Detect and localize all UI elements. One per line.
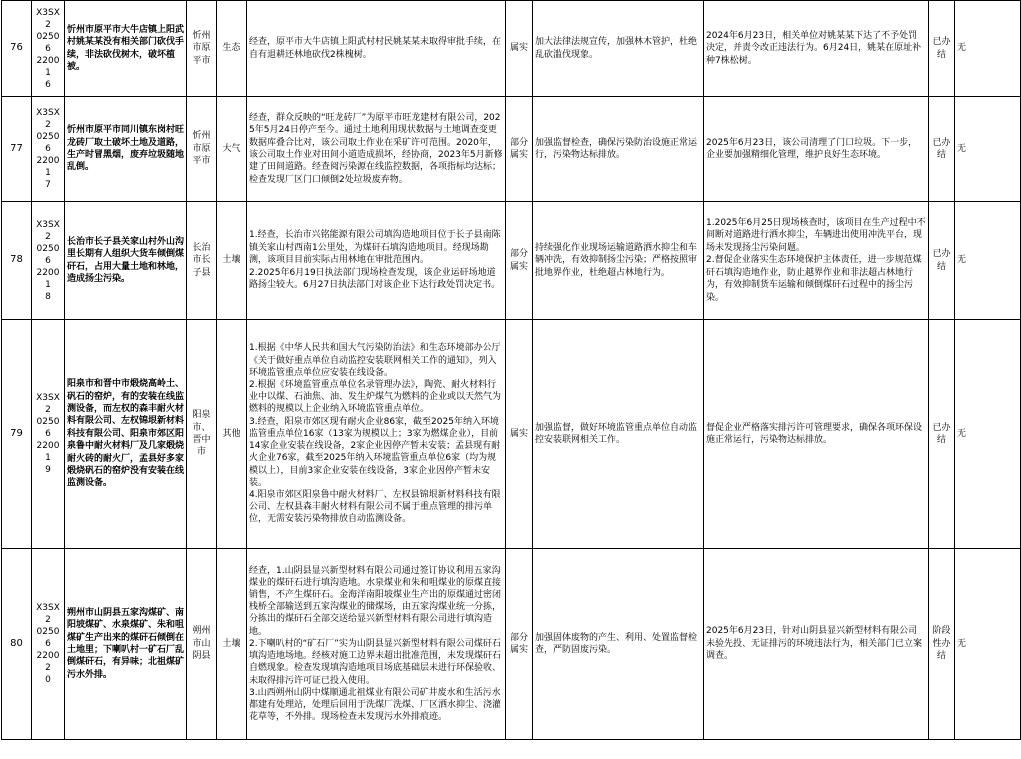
accountability-note: 无 [955, 549, 1021, 740]
pollution-type: 土壤 [217, 202, 247, 320]
complaint-issue: 朔州市山阴县五家沟煤矿、南阳坡煤矿、水泉煤矿、朱和咀煤矿生产出来的煤矸石倾倒在土地里；下喇叭村一矿石厂乱倒煤矸石，有异味；北祖煤矿污水外排。 [65, 549, 187, 740]
admin-area: 忻州市原平市 [187, 97, 217, 202]
investigation-finding: 经查，群众反映的“旺龙砖厂”为原平市旺龙建材有限公司，2025年5月24日停产至今。通过土地利用现状数据与土地调查变更数据库叠合比对，该公司取土作业在采矿许可范围。2020年，该公司取土作业对田间小道造成损坏，经协商，2023年5月新修建了田间道路。经查阅污染源在线监控数据，各项指标均达标；检查发现厂区门口倾倒2处垃圾废弃物。 [247, 97, 506, 202]
row-number: 78 [2, 202, 32, 320]
verdict: 属实 [506, 320, 533, 549]
case-id: X3SX2 02506 22001 8 [32, 202, 65, 320]
complaint-issue: 忻州市原平市大牛店镇上阳武村姚某某没有相关部门砍伐手续，非法砍伐树木，破坏植被。 [65, 1, 187, 97]
handling-result: 2024年6月23日，相关单位对姚某某下达了不予处罚决定，并责令改正违法行为。6月24日，姚某在原址补种7株松树。 [704, 1, 929, 97]
rectification-measure: 持续强化作业现场运输道路洒水抑尘和车辆冲洗，有效抑制扬尘污染；严格按照审批地界作业，杜绝超占林地行为。 [533, 202, 704, 320]
complaint-issue: 长治市长子县关家山村外山沟里长期有人组织大货车倾倒煤矸石，占用大量土地和林地，造成扬尘污染。 [65, 202, 187, 320]
case-id: X3SX2 02506 22001 7 [32, 97, 65, 202]
admin-area: 朔州市山阴县 [187, 549, 217, 740]
table-row [2, 97, 1021, 202]
status: 已办结 [929, 1, 955, 97]
table-row [2, 1, 1021, 97]
accountability-note: 无 [955, 97, 1021, 202]
verdict: 属实 [506, 1, 533, 97]
handling-result: 2025年6月23日，针对山阴县显兴新型材料有限公司未验先投、无证排污的环境违法行为，相关部门已立案调查。 [704, 549, 929, 740]
accountability-note: 无 [955, 320, 1021, 549]
accountability-note: 无 [955, 1, 1021, 97]
case-id: X3SX2 02506 22001 6 [32, 1, 65, 97]
rectification-measure: 加强监督，做好环境监管重点单位自动监控安装联网相关工作。 [533, 320, 704, 549]
verdict: 部分属实 [506, 202, 533, 320]
pollution-type: 土壤 [217, 549, 247, 740]
investigation-finding: 经查，1.山阴县显兴新型材料有限公司通过签订协议利用五家沟煤业的煤矸石进行填沟造地。水泉煤业和朱和咀煤业的原煤直接销售，不产生煤矸石。金海洋南阳坡煤业生产出的原煤通过密闭栈桥全部输送到五家沟煤业的储煤场，由五家沟煤业统一分拣，分拣出的煤矸石全部交送给显兴新型材料有限公司进行填沟造地。 2.下喇叭村的“矿石厂”实为山阴县显兴新型材料有限公司煤矸石填沟造地场地。经核对施工边界未超出批准范围，未发现煤矸石自燃现象。检查发现填沟造地项目场底基础层未进行环保验收、未取得排污许可证已投入使用。 3.山西朔州山阴中煤顺通北祖煤业有限公司矿井废水和生活污水都建有处理站，处理后回用于洗煤厂洗煤、厂区洒水抑尘、浇灌花草等，不外排。现场检查未发现污水外排痕迹。 [247, 549, 506, 740]
pollution-type: 大气 [217, 97, 247, 202]
handling-result: 督促企业严格落实排污许可管理要求，确保各项环保设施正常运行，污染物达标排放。 [704, 320, 929, 549]
investigation-finding: 1.根据《中华人民共和国大气污染防治法》和生态环境部办公厅《关于做好重点单位自动监控安装联网相关工作的通知》，列入环境监管重点单位应安装在线设备。 2.根据《环境监管重点单位名录管理办法》，陶瓷、耐火材料行业中以煤、石油焦、油、发生炉煤气为燃料的企业或以天然气为燃料的规模以上企业纳入环境监管重点单位。 3.经查，阳泉市郊区现有耐火企业86家，截至2025年纳入环境监管重点单位16家（13家为规模以上；3家为燃煤企业），目前14家企业安装在线设备，2家企业因停产暂未安装；孟县现有耐火企业76家，截至2025年纳入环境监管重点单位6家（均为规模以上），目前3家企业安装在线设备，3家企业因停产暂未安装。 4.阳泉市郊区阳泉鲁中耐火材料厂、左权县锦垠新材料科技有限公司、左权县森丰耐火材料有限公司不属于重点管理的排污单位，无需安装污染物排放自动监测设备。 [247, 320, 506, 549]
pollution-type: 生态 [217, 1, 247, 97]
row-number: 77 [2, 97, 32, 202]
investigation-finding: 经查，原平市大牛店镇上阳武村村民姚某某未取得审批手续，在自有退耕还林地砍伐2株槐树。 [247, 1, 506, 97]
complaint-issue: 忻州市原平市同川镇东岗村旺龙砖厂取土破坏土地及道路，生产时冒黑烟，废弃垃圾随地乱倒。 [65, 97, 187, 202]
admin-area: 忻州市原平市 [187, 1, 217, 97]
accountability-note: 无 [955, 202, 1021, 320]
rectification-measure: 加强固体废物的产生、利用、处置监督检查，严防固废污染。 [533, 549, 704, 740]
status: 已办结 [929, 97, 955, 202]
status: 已办结 [929, 202, 955, 320]
table-row [2, 320, 1021, 549]
verdict: 部分属实 [506, 549, 533, 740]
row-number: 80 [2, 549, 32, 740]
table-body [2, 1, 1021, 740]
investigation-finding: 1.经查，长治市兴铭能源有限公司填沟造地项目位于长子县南陈镇关家山村西南1公里处，为煤矸石填沟造地项目。经现场勘测，该项目目前实际占用林地在审批范围内。 2.2025年6月19日执法部门现场检查发现，该企业运矸场地道路扬尘较大。6月27日执法部门对该企业下达行政处罚决定书。 [247, 202, 506, 320]
handling-result: 2025年6月23日，该公司清理了门口垃圾。下一步，企业要加强精细化管理，维护良好生态环境。 [704, 97, 929, 202]
admin-area: 阳泉市、晋中市 [187, 320, 217, 549]
pollution-type: 其他 [217, 320, 247, 549]
table-row [2, 549, 1021, 740]
complaint-issue: 阳泉市和晋中市煅烧高岭土、矾石的窑炉，有的安装在线监测设备，而左权的森丰耐火材料有限公司、左权锦垠新材料科技有限公司、阳泉市郊区阳泉鲁中耐火材料厂及几家煅烧耐火砖的耐火厂，孟县好多家煅烧矾石的窑炉没有安装在线监测设备。 [65, 320, 187, 549]
complaint-table [1, 0, 1021, 740]
case-id: X3SX2 02506 22002 0 [32, 549, 65, 740]
handling-result: 1.2025年6月25日现场核查时，该项目在生产过程中不间断对道路进行洒水抑尘，车辆进出使用冲洗平台，现场未发现扬尘污染问题。 2.督促企业落实生态环境保护主体责任，进一步规范煤矸石填沟造地作业，防止越界作业和非法超占林地行为，有效抑制货车运输和倾倒煤矸石过程中的扬尘污染。 [704, 202, 929, 320]
table-row [2, 202, 1021, 320]
rectification-measure: 加大法律法规宣传，加强林木管护，杜绝乱砍滥伐现象。 [533, 1, 704, 97]
row-number: 76 [2, 1, 32, 97]
row-number: 79 [2, 320, 32, 549]
status: 阶段性办结 [929, 549, 955, 740]
case-id: X3SX2 02506 22001 9 [32, 320, 65, 549]
status: 已办结 [929, 320, 955, 549]
verdict: 部分属实 [506, 97, 533, 202]
rectification-measure: 加强监督检查，确保污染防治设施正常运行，污染物达标排放。 [533, 97, 704, 202]
admin-area: 长治市长子县 [187, 202, 217, 320]
